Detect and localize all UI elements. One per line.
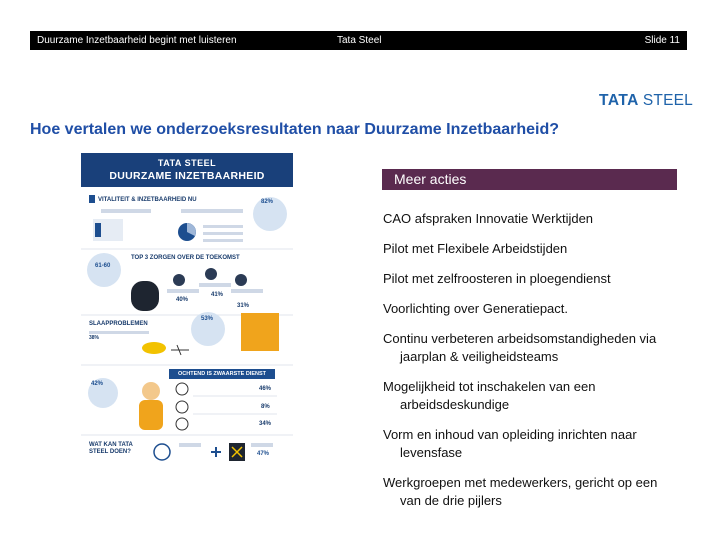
infographic-image [81,153,293,466]
action-item [383,270,693,288]
tata-steel-logo [599,92,693,110]
action-item [383,300,693,318]
slide-number: Slide 11 [644,35,680,46]
infographic-title: DUURZAME INZETBAARHEID [109,170,265,182]
slide-title: Hoe vertalen we onderzoeksresultaten naar Duurzame Inzetbaarheid? [30,121,560,138]
action-item [383,378,693,414]
meer-acties-label: Meer acties [394,171,467,187]
infographic-pct-41: 41% [211,292,224,298]
action-item-text-continued: jaarplan & veiligheidsteams [400,349,559,364]
action-item-text: Werkgroepen met medewerkers, gericht op een [383,475,658,490]
infographic-section-vitaliteit: VITALITEIT & INZETBAARHEID NU [98,197,197,203]
infographic-section-slaap: SLAAPPROBLEMEN [89,321,148,327]
infographic-section-doen: WAT KAN TATA STEEL DOEN? [89,442,133,455]
infographic-brand: TATA STEEL [157,158,217,168]
infographic-pct-34: 34% [259,421,272,427]
slide-header-bar [30,31,687,50]
infographic-range: 61-60 [95,263,111,269]
action-item-text: Pilot met Flexibele Arbeidstijden [383,241,568,256]
infographic-pct-38: 38% [89,335,100,341]
infographic-pct-47: 47% [257,451,270,457]
infographic-pct-42: 42% [91,381,104,387]
action-item [383,330,693,366]
action-item-text-continued: arbeidsdeskundige [400,397,510,412]
action-item-text: CAO afspraken Innovatie Werktijden [383,211,594,226]
logo-steel: STEEL [642,92,693,109]
infographic-section-ochtend: OCHTEND IS ZWAARSTE DIENST [169,369,275,379]
meer-acties-heading [382,169,677,190]
action-item-text: Vorm en inhoud van opleiding inrichten naar [383,427,637,442]
action-item [383,426,693,462]
infographic-pct-53: 53% [201,316,214,322]
action-item-text: Pilot met zelfroosteren in ploegendienst [383,271,611,286]
action-item [383,474,693,510]
infographic-pct-82: 82% [261,199,274,205]
action-item-text: Continu verbeteren arbeidsomstandigheden via [383,331,657,346]
logo-brand: TATA [599,92,639,109]
infographic-pct-46: 46% [259,386,272,392]
header-left-text: Duurzame Inzetbaarheid begint met luisteren [37,35,237,46]
action-item [383,210,693,228]
action-item-text: Mogelijkheid tot inschakelen van een [383,379,596,394]
infographic-pct-40: 40% [176,297,189,303]
header-center-text: Tata Steel [337,35,382,46]
infographic-pct-8: 8% [261,404,270,410]
action-item-text-continued: levensfase [400,445,463,460]
infographic-section-top3: TOP 3 ZORGEN OVER DE TOEKOMST [131,255,240,261]
action-item-text-continued: van de drie pijlers [400,493,502,508]
action-item [383,240,693,258]
infographic-pct-31: 31% [237,303,250,309]
action-item-text: Voorlichting over Generatiepact. [383,301,568,316]
